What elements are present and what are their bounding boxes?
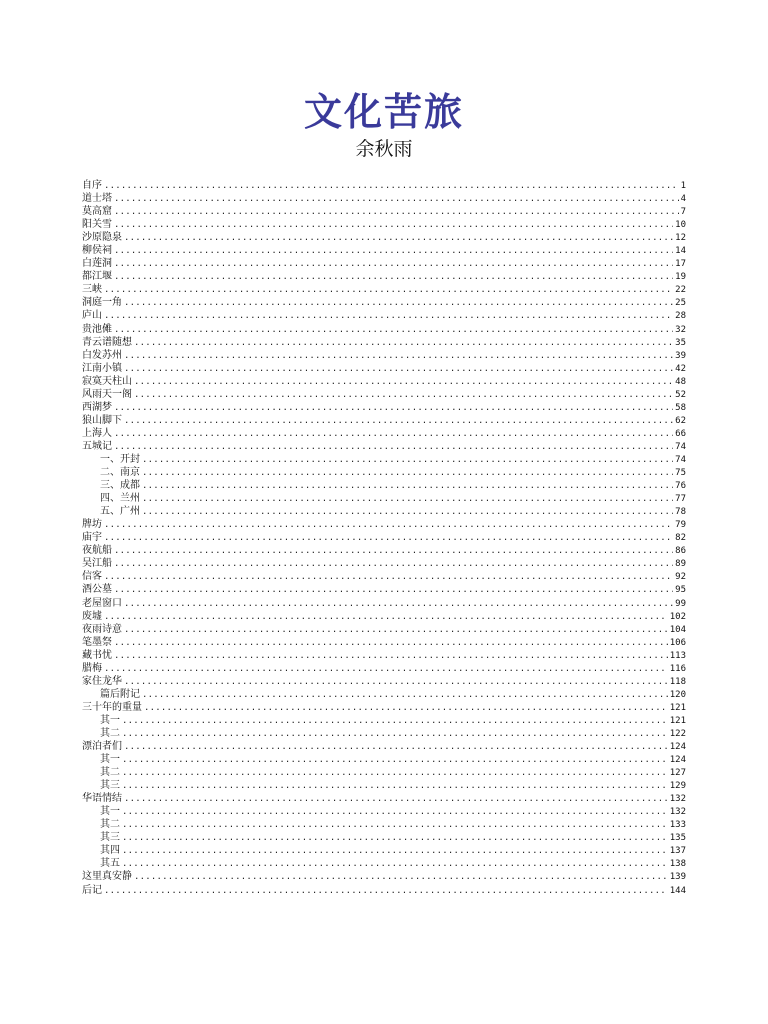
- toc-entry[interactable]: [82, 570, 686, 583]
- toc-leader-dots: [114, 428, 673, 440]
- toc-page-number: 124: [669, 755, 686, 766]
- toc-leader-dots: [142, 493, 673, 505]
- toc-leader-dots: [114, 193, 679, 205]
- toc-entry-title: 一、开封: [100, 453, 140, 465]
- toc-entry[interactable]: [82, 610, 686, 623]
- toc-entry[interactable]: [82, 701, 686, 714]
- toc-entry-title: 漂泊者们: [82, 741, 122, 753]
- toc-page-number: 135: [669, 833, 686, 844]
- toc-entry-title: 四、兰州: [100, 493, 140, 505]
- toc-page-number: 144: [669, 885, 686, 896]
- toc-page-number: 66: [675, 428, 686, 439]
- toc-page-number: 122: [669, 728, 686, 739]
- toc-entry[interactable]: [82, 440, 686, 453]
- toc-entry[interactable]: [82, 388, 686, 401]
- toc-page-number: 74: [675, 441, 686, 452]
- toc-entry-title: 西湖梦: [82, 401, 112, 413]
- toc-page-number: 76: [675, 481, 686, 492]
- toc-entry-title: 五城记: [82, 440, 112, 452]
- toc-leader-dots: [114, 637, 668, 649]
- toc-entry[interactable]: [82, 544, 686, 557]
- toc-page-number: 139: [669, 872, 686, 883]
- toc-leader-dots: [114, 258, 673, 270]
- toc-page-number: 120: [669, 689, 686, 700]
- toc-page-number: 127: [669, 768, 686, 779]
- toc-page-number: 28: [675, 311, 686, 322]
- toc-entry[interactable]: [82, 323, 686, 336]
- toc-page-number: 118: [669, 676, 686, 687]
- toc-entry[interactable]: [82, 309, 686, 322]
- toc-leader-dots: [104, 571, 673, 583]
- toc-page-number: 79: [675, 520, 686, 531]
- toc-entry-title: 夜航船: [82, 545, 112, 557]
- toc-leader-dots: [104, 519, 673, 531]
- toc-entry-title: 其二: [100, 727, 120, 739]
- toc-leader-dots: [122, 832, 668, 844]
- toc-entry-title: 道士塔: [82, 193, 112, 205]
- toc-leader-dots: [122, 767, 668, 779]
- toc-leader-dots: [122, 728, 668, 740]
- toc-leader-dots: [134, 871, 668, 883]
- toc-subentry[interactable]: [82, 844, 686, 857]
- toc-entry[interactable]: [82, 870, 686, 883]
- toc-entry-title: 三峡: [82, 284, 102, 296]
- toc-page-number: 75: [675, 468, 686, 479]
- toc-subentry[interactable]: [82, 505, 686, 518]
- toc-entry-title: 这里真安静: [82, 871, 132, 883]
- toc-entry-title: 腊梅: [82, 662, 102, 674]
- toc-page-number: 138: [669, 859, 686, 870]
- toc-page-number: 12: [675, 233, 686, 244]
- toc-entry-title: 其五: [100, 858, 120, 870]
- toc-page-number: 121: [669, 715, 686, 726]
- toc-leader-dots: [104, 885, 668, 897]
- toc-leader-dots: [104, 663, 668, 675]
- toc-entry-title: 其三: [100, 832, 120, 844]
- toc-entry[interactable]: [82, 349, 686, 362]
- toc-leader-dots: [114, 584, 673, 596]
- toc-leader-dots: [104, 310, 673, 322]
- toc-leader-dots: [144, 702, 668, 714]
- toc-leader-dots: [142, 689, 668, 701]
- toc-entry[interactable]: [82, 583, 686, 596]
- toc-page-number: 48: [675, 376, 686, 387]
- toc-entry[interactable]: [82, 792, 686, 805]
- toc-leader-dots: [134, 337, 673, 349]
- toc-entry-title: 其二: [100, 767, 120, 779]
- toc-entry-title: 吴江船: [82, 558, 112, 570]
- toc-leader-dots: [134, 376, 673, 388]
- toc-page-number: 14: [675, 246, 686, 257]
- toc-entry-title: 贵池傩: [82, 323, 112, 335]
- toc-leader-dots: [124, 232, 673, 244]
- toc-page-number: 129: [669, 781, 686, 792]
- toc-leader-dots: [114, 324, 673, 336]
- book-title: 文化苦旅: [303, 89, 464, 135]
- toc-leader-dots: [142, 467, 673, 479]
- toc-entry[interactable]: [82, 557, 686, 570]
- toc-entry-title: 其一: [100, 754, 120, 766]
- toc-entry-title: 庙宇: [82, 532, 102, 544]
- toc-entry[interactable]: [82, 231, 686, 244]
- toc-page-number: 42: [675, 363, 686, 374]
- toc-leader-dots: [114, 650, 668, 662]
- toc-leader-dots: [104, 532, 673, 544]
- toc-page-number: 102: [669, 611, 686, 622]
- toc-entry-title: 酒公墓: [82, 584, 112, 596]
- toc-page-number: 132: [669, 794, 686, 805]
- toc-entry-title: 夜雨诗意: [82, 623, 122, 635]
- toc-entry-title: 其三: [100, 780, 120, 792]
- toc-leader-dots: [124, 415, 673, 427]
- toc-leader-dots: [114, 219, 673, 231]
- toc-entry[interactable]: [82, 649, 686, 662]
- toc-entry[interactable]: [82, 296, 686, 309]
- toc-page-number: 77: [675, 494, 686, 505]
- toc-entry-title: 洞庭一角: [82, 297, 122, 309]
- toc-entry[interactable]: [82, 244, 686, 257]
- toc-leader-dots: [124, 363, 673, 375]
- toc-entry-title: 阳关雪: [82, 219, 112, 231]
- toc-entry-title: 自序: [82, 180, 102, 191]
- toc-entry-title: 狼山脚下: [82, 414, 122, 426]
- toc-leader-dots: [124, 741, 668, 753]
- toc-subentry[interactable]: [82, 805, 686, 818]
- toc-entry-title: 三、成都: [100, 480, 140, 492]
- toc-page-number: 25: [675, 298, 686, 309]
- toc-entry[interactable]: [82, 192, 686, 205]
- toc-entry-title: 上海人: [82, 427, 112, 439]
- toc-leader-dots: [122, 819, 668, 831]
- toc-entry-title: 江南小镇: [82, 362, 122, 374]
- toc-entry-title: 篇后附记: [100, 688, 140, 700]
- toc-page-number: 133: [669, 820, 686, 831]
- toc-page-number: 4: [680, 194, 686, 205]
- toc-subentry[interactable]: [82, 818, 686, 831]
- toc-entry[interactable]: [82, 623, 686, 636]
- toc-entry-title: 白莲洞: [82, 258, 112, 270]
- toc-entry[interactable]: [82, 740, 686, 753]
- toc-entry[interactable]: [82, 205, 686, 218]
- toc-entry-title: 华语情结: [82, 793, 122, 805]
- toc-leader-dots: [114, 545, 673, 557]
- toc-entry-title: 其二: [100, 819, 120, 831]
- toc-subentry[interactable]: [82, 453, 686, 466]
- toc-entry[interactable]: [82, 636, 686, 649]
- toc-entry-title: 其一: [100, 714, 120, 726]
- toc-entry[interactable]: [82, 662, 686, 675]
- toc-page-number: 62: [675, 415, 686, 426]
- toc-entry-title: 后记: [82, 884, 102, 896]
- toc-entry-title: 二、南京: [100, 467, 140, 479]
- toc-leader-dots: [114, 558, 673, 570]
- toc-entry-title: 家住龙华: [82, 675, 122, 687]
- toc-entry[interactable]: [82, 531, 686, 544]
- toc-entry-title: 信客: [82, 571, 102, 583]
- toc-entry-title: 废墟: [82, 610, 102, 622]
- toc-page-number: 121: [669, 702, 686, 713]
- toc-page-number: 58: [675, 402, 686, 413]
- toc-entry[interactable]: [82, 597, 686, 610]
- toc-page-number: 1: [680, 181, 686, 191]
- toc-page-number: 124: [669, 742, 686, 753]
- toc-entry[interactable]: [82, 375, 686, 388]
- toc-subentry[interactable]: [82, 688, 686, 701]
- toc-entry-title: 藏书忧: [82, 649, 112, 661]
- toc-entry[interactable]: [82, 270, 686, 283]
- toc-entry[interactable]: [82, 283, 686, 296]
- toc-page-number: 106: [669, 637, 686, 648]
- toc-entry-title: 白发苏州: [82, 349, 122, 361]
- toc-entry-title: 风雨天一阁: [82, 388, 132, 400]
- toc-page-number: 104: [669, 624, 686, 635]
- toc-subentry[interactable]: [82, 753, 686, 766]
- toc-page-number: 86: [675, 546, 686, 557]
- toc-entry-title: 寂寞天柱山: [82, 375, 132, 387]
- toc-leader-dots: [114, 271, 673, 283]
- toc-page-number: 74: [675, 454, 686, 465]
- toc-page-number: 137: [669, 846, 686, 857]
- toc-leader-dots: [134, 389, 673, 401]
- toc-leader-dots: [114, 441, 673, 453]
- toc-entry-title: 柳侯祠: [82, 245, 112, 257]
- book-author: 余秋雨: [355, 138, 413, 160]
- toc-leader-dots: [124, 624, 668, 636]
- toc-leader-dots: [114, 206, 679, 218]
- toc-leader-dots: [124, 793, 668, 805]
- toc-page-number: 35: [675, 337, 686, 348]
- toc-page-number: 92: [675, 572, 686, 583]
- toc-leader-dots: [122, 754, 668, 766]
- toc-page-number: 95: [675, 585, 686, 596]
- toc-subentry[interactable]: [82, 492, 686, 505]
- toc-page-number: 113: [669, 650, 686, 661]
- toc-leader-dots: [104, 611, 668, 623]
- toc-entry[interactable]: [82, 336, 686, 349]
- toc-subentry[interactable]: [82, 714, 686, 727]
- toc-leader-dots: [122, 806, 668, 818]
- toc-entry[interactable]: [82, 884, 686, 897]
- toc-entry[interactable]: [82, 218, 686, 231]
- toc-entry-title: 莫高窟: [82, 206, 112, 218]
- toc-subentry[interactable]: [82, 466, 686, 479]
- toc-leader-dots: [124, 598, 673, 610]
- toc-entry-title: 其一: [100, 806, 120, 818]
- toc-page-number: 52: [675, 389, 686, 400]
- toc-subentry[interactable]: [82, 779, 686, 792]
- toc-entry[interactable]: [82, 518, 686, 531]
- toc-leader-dots: [122, 780, 668, 792]
- toc-entry[interactable]: [82, 401, 686, 414]
- toc-entry-title: 老屋窗口: [82, 597, 122, 609]
- toc-entry-title: 五、广州: [100, 506, 140, 518]
- toc-entry-title: 笔墨祭: [82, 636, 112, 648]
- toc-entry-title: 青云谱随想: [82, 336, 132, 348]
- toc-leader-dots: [142, 454, 673, 466]
- toc-leader-dots: [124, 350, 673, 362]
- toc-subentry[interactable]: [82, 479, 686, 492]
- toc-leader-dots: [122, 845, 668, 857]
- toc-leader-dots: [124, 297, 673, 309]
- toc-page-number: 17: [675, 259, 686, 270]
- toc-entry[interactable]: [82, 179, 686, 192]
- toc-entry[interactable]: [82, 362, 686, 375]
- toc-page-number: 7: [680, 207, 686, 218]
- toc-entry-title: 都江堰: [82, 271, 112, 283]
- toc-page-number: 82: [675, 533, 686, 544]
- toc-leader-dots: [124, 676, 668, 688]
- toc-entry-title: 三十年的重量: [82, 701, 142, 713]
- toc-leader-dots: [104, 180, 679, 192]
- toc-leader-dots: [122, 858, 668, 870]
- toc-page-number: 99: [675, 598, 686, 609]
- toc-page-number: 116: [669, 663, 686, 674]
- toc-entry-title: 牌坊: [82, 519, 102, 531]
- toc-entry[interactable]: [82, 414, 686, 427]
- toc-leader-dots: [104, 284, 673, 296]
- toc-page-number: 39: [675, 350, 686, 361]
- toc-leader-dots: [122, 715, 668, 727]
- toc-leader-dots: [142, 480, 673, 492]
- toc-page-number: 10: [675, 220, 686, 231]
- table-of-contents: [82, 179, 686, 897]
- toc-subentry[interactable]: [82, 766, 686, 779]
- toc-page-number: 78: [675, 507, 686, 518]
- toc-entry-title: 其四: [100, 845, 120, 857]
- toc-entry[interactable]: [82, 257, 686, 270]
- toc-entry-title: 庐山: [82, 310, 102, 322]
- toc-subentry[interactable]: [82, 727, 686, 740]
- toc-page-number: 89: [675, 559, 686, 570]
- toc-entry-title: 沙原隐泉: [82, 232, 122, 244]
- toc-leader-dots: [142, 506, 673, 518]
- toc-subentry[interactable]: [82, 831, 686, 844]
- toc-leader-dots: [114, 245, 673, 257]
- toc-page-number: 132: [669, 807, 686, 818]
- toc-page-number: 22: [675, 285, 686, 296]
- toc-subentry[interactable]: [82, 857, 686, 870]
- toc-page-number: 19: [675, 272, 686, 283]
- toc-entry[interactable]: [82, 675, 686, 688]
- toc-entry[interactable]: [82, 427, 686, 440]
- toc-page-number: 32: [675, 324, 686, 335]
- toc-leader-dots: [114, 402, 673, 414]
